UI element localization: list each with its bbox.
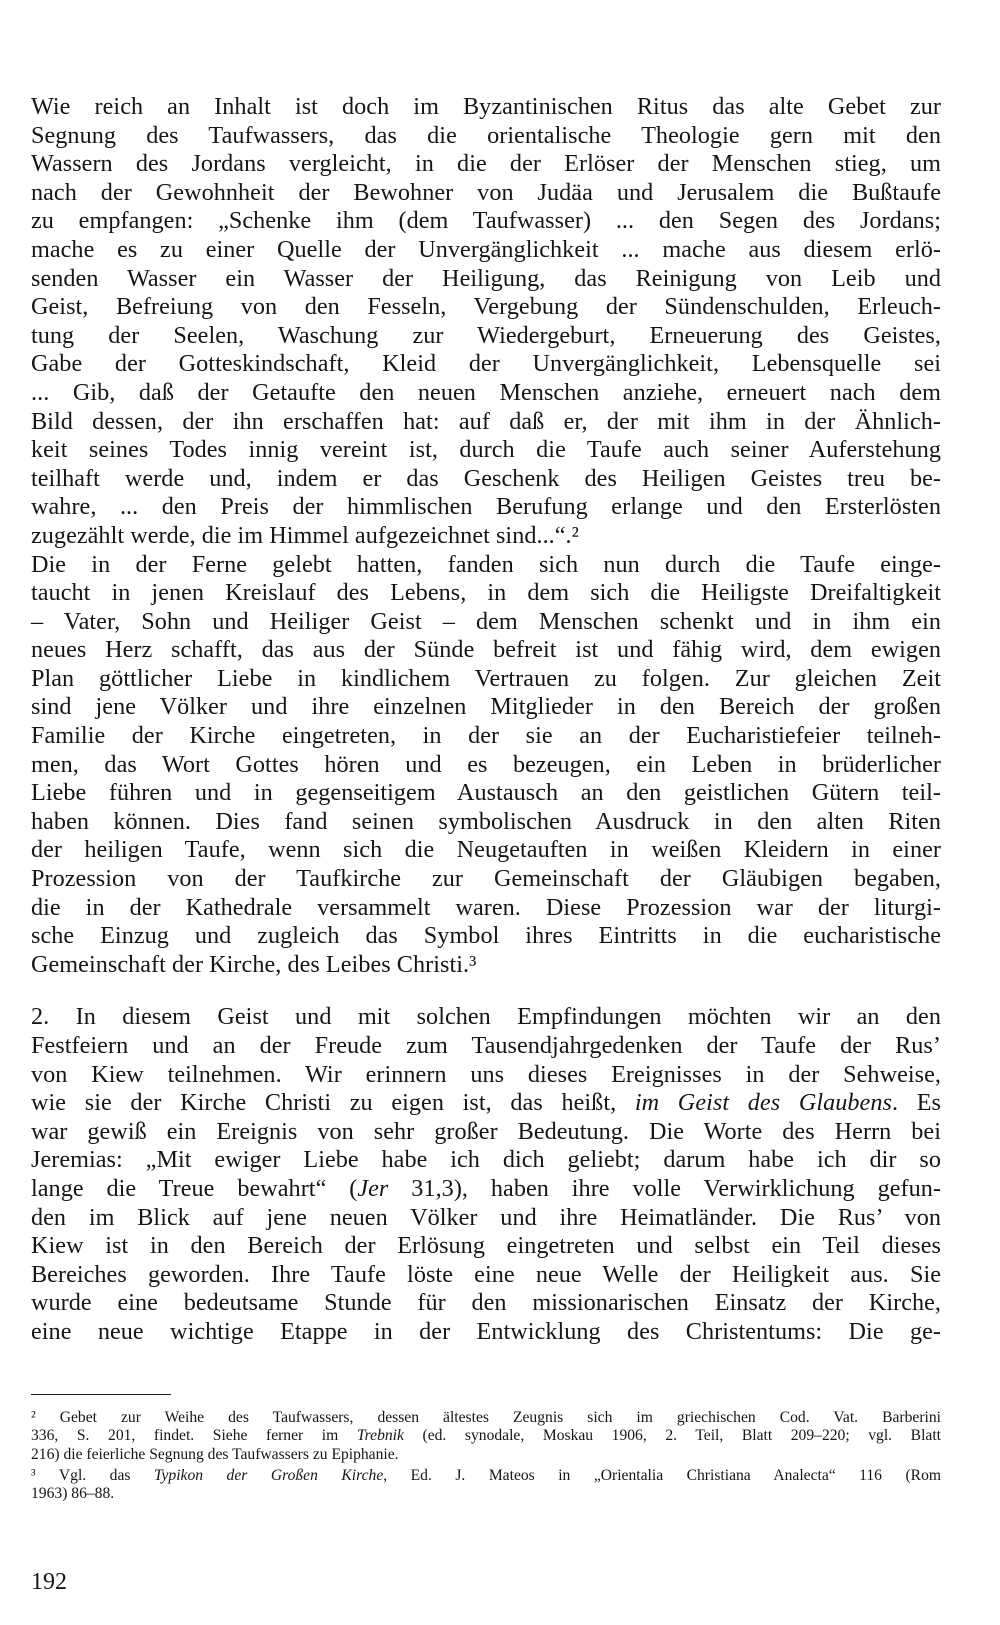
text-line: haben können. Dies fand seinen symbolischen Ausdruck in den alten Riten (31, 807, 941, 835)
text-line: men, das Wort Gottes hören und es bezeugen, ein Leben in brüderlicher (31, 750, 941, 778)
text-line: Jeremias: „Mit ewiger Liebe habe ich dich geliebt; darum habe ich dir so (31, 1146, 941, 1174)
body-text (31, 93, 941, 1347)
page-number: 192 (31, 1569, 67, 1595)
text-run: 31,3), haben ihre volle Verwirklichung gefun- (388, 1174, 941, 1202)
text-line: die in der Kathedrale versammelt waren. Diese Prozession war der liturgi- (31, 893, 941, 921)
text-line: teilhaft werde und, indem er das Geschenk des Heiligen Geistes treu be- (31, 464, 941, 492)
scripture-citation: Jer (357, 1174, 389, 1202)
text-run: wie sie der Kirche Christi zu eigen ist, das heißt, (31, 1089, 635, 1117)
text-line: Liebe führen und in gegenseitigem Austausch an den geistlichen Gütern teil- (31, 779, 941, 807)
paragraph-gap (31, 979, 941, 1003)
text-line: den im Blick auf jene neuen Völker und ihre Heimatländer. Die Rus’ von (31, 1203, 941, 1231)
text-run: (ed. synodale, Moskau 1906, 2. Teil, Blatt 209–220; vgl. Blatt (403, 1427, 941, 1445)
footnote-line: ² Gebet zur Weihe des Taufwassers, dessen ältestes Zeugnis sich im griechischen Cod. Vat. Barberini (31, 1409, 941, 1426)
text-line (31, 1089, 941, 1118)
text-line: eine neue wichtige Etappe in der Entwicklung des Christentums: Die ge- (31, 1317, 941, 1345)
text-line: Wassern des Jordans vergleicht, in die der Erlöser der Menschen stieg, um (31, 150, 941, 178)
footnote-divider (31, 1394, 171, 1395)
text-line: – Vater, Sohn und Heiliger Geist – dem Menschen schenkt und in ihm ein (31, 607, 941, 635)
text-line: Segnung des Taufwassers, das die orientalische Theologie gern mit den (31, 121, 941, 149)
text-line: wahre, ... den Preis der himmlischen Berufung erlange und den Ersterlösten (31, 493, 941, 521)
text-line: zu empfangen: „Schenke ihm (dem Taufwasser) ... den Segen des Jordans; (31, 207, 941, 235)
text-line: taucht in jenen Kreislauf des Lebens, in dem sich die Heiligste Dreifaltigkeit (31, 579, 941, 607)
text-line: Familie der Kirche eingetreten, in der sie an der Eucharistiefeier teilneh- (31, 722, 941, 750)
text-line: keit seines Todes innig vereint ist, durch die Taufe auch seiner Auferstehung (31, 436, 941, 464)
text-run: lange die Treue bewahrt“ ( (31, 1174, 358, 1202)
text-line: der heiligen Taufe, wenn sich die Neugetauften in weißen Kleidern in einer (31, 836, 941, 864)
text-line: sche Einzug und zugleich das Symbol ihres Eintritts in die eucharistische (31, 922, 941, 950)
text-line: senden Wasser ein Wasser der Heiligung, das Reinigung von Leib und (31, 264, 941, 292)
text-line: Prozession von der Taufkirche zur Gemeinschaft der Gläubigen begaben, (31, 865, 941, 893)
text-line: zugezählt werde, die im Himmel aufgezeichnet sind...“.² (31, 521, 579, 549)
text-line: Kiew ist in den Bereich der Erlösung eingetreten und selbst ein Teil dieses (31, 1232, 941, 1260)
text-line: von Kiew teilnehmen. Wir erinnern uns dieses Ereignisses in der Sehweise, (31, 1060, 941, 1088)
text-line: tung der Seelen, Waschung zur Wiedergeburt, Erneuerung des Geistes, (31, 321, 941, 349)
footnote-line (31, 1427, 941, 1445)
emphasis: im Geist des Glaubens (634, 1089, 892, 1117)
text-run: ³ Vgl. das (31, 1466, 154, 1484)
text-line: Geist, Befreiung von den Fesseln, Vergebung der Sündenschulden, Erleuch- (31, 293, 941, 321)
text-line: neues Herz schafft, das aus der Sünde befreit ist und fähig wird, dem ewigen (31, 636, 941, 664)
text-line: Festfeiern und an der Freude zum Tausendjahrgedenken der Taufe der Rus’ (31, 1032, 941, 1059)
footnote-line (31, 1467, 941, 1485)
text-line: war gewiß ein Ereignis von sehr großer Bedeutung. Die Worte des Herrn bei (31, 1117, 941, 1145)
text-line: Plan göttlicher Liebe in kindlichem Vertrauen zu folgen. Zur gleichen Zeit (31, 664, 941, 692)
text-line: Wie reich an Inhalt ist doch im Byzantinischen Ritus das alte Gebet zur (31, 93, 941, 120)
footnotes (31, 1409, 941, 1503)
text-line: Gemeinschaft der Kirche, des Leibes Christi.³ (31, 950, 477, 978)
text-run: , Ed. J. Mateos in „Orientalia Christiana Analecta“ 116 (Rom (383, 1466, 941, 1484)
footnote-line: 216) die feierliche Segnung des Taufwassers zu Epiphanie. (31, 1445, 399, 1463)
text-line: wurde eine bedeutsame Stunde für den missionarischen Einsatz der Kirche, (31, 1289, 941, 1317)
emphasis: Trebnik (356, 1427, 404, 1445)
emphasis: Typikon der Großen Kirche (153, 1466, 384, 1484)
text-line: ... Gib, daß der Getaufte den neuen Menschen anziehe, erneuert nach dem (31, 378, 941, 406)
text-run: . Es (891, 1089, 942, 1117)
text-line: Bild dessen, der ihn erschaffen hat: auf daß er, der mit ihm in der Ähnlich- (31, 407, 941, 435)
text-line: Gabe der Gotteskindschaft, Kleid der Unvergänglichkeit, Lebensquelle sei (31, 350, 941, 378)
text-line: mache es zu einer Quelle der Unvergänglichkeit ... mache aus diesem erlö- (31, 235, 941, 263)
text-line: sind jene Völker und ihre einzelnen Mitglieder in den Bereich der großen (31, 693, 941, 721)
text-line: Bereiches geworden. Ihre Taufe löste eine neue Welle der Heiligkeit aus. Sie (31, 1260, 941, 1288)
text-line: nach der Gewohnheit der Bewohner von Judäa und Jerusalem die Bußtaufe (31, 178, 941, 206)
text-line: Die in der Ferne gelebt hatten, fanden sich nun durch die Taufe einge- (31, 550, 941, 578)
footnote-line: 1963) 86–88. (31, 1485, 115, 1503)
text-line (31, 1175, 941, 1204)
text-line: 2. In diesem Geist und mit solchen Empfindungen möchten wir an den (31, 1003, 941, 1031)
text-run: 336, S. 201, findet. Siehe ferner im (31, 1427, 357, 1445)
